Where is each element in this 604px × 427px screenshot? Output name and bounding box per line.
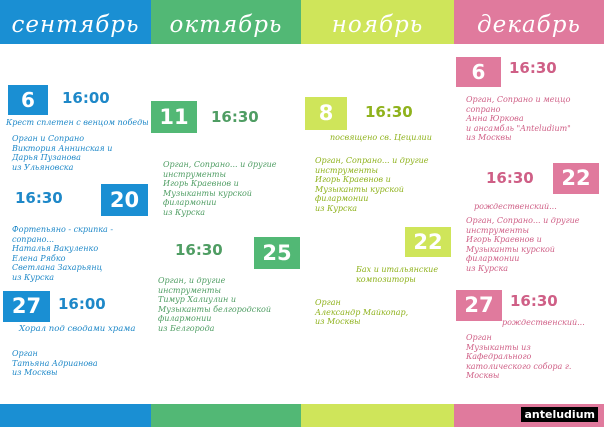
month-september: сентябрь bbox=[11, 12, 140, 38]
header-november bbox=[301, 0, 454, 44]
date-box-nov-8: 8 bbox=[305, 97, 347, 130]
time-sept-20: 16:30 bbox=[15, 189, 63, 207]
footer-september bbox=[0, 404, 151, 427]
footer-october bbox=[151, 404, 301, 427]
title-dec-22: рождественский... bbox=[474, 202, 557, 211]
text-sept-27: Орган Татьяна Адрианова из Москвы bbox=[12, 349, 98, 377]
title-nov-22: Бах и итальянские композиторы bbox=[356, 265, 439, 284]
title-nov-8: посвящено св. Цецилии bbox=[330, 133, 432, 142]
time-oct-11: 16:30 bbox=[211, 108, 259, 126]
anteludium-logo: anteludium bbox=[521, 407, 598, 422]
text-nov-8: Орган, Сопрано... и другие инструменты Игорь Краевнов и Музыканты курской филармонии из Курска bbox=[315, 156, 429, 213]
month-december: декабрь bbox=[477, 12, 581, 38]
time-dec-27: 16:30 bbox=[510, 292, 558, 310]
time-dec-22: 16:30 bbox=[486, 169, 534, 187]
text-nov-22: Орган Александр Майкопар, из Москвы bbox=[315, 298, 409, 326]
text-dec-6: Орган, Сопрано и меццо сопрано Анна Юркова и ансамбль "Anteludium" из Москвы bbox=[466, 95, 571, 142]
month-october: октябрь bbox=[169, 12, 283, 38]
header-september bbox=[0, 0, 151, 44]
text-oct-11: Орган, Сопрано... и другие инструменты Игорь Краевнов и Музыканты курской филармонии из Курска bbox=[163, 160, 277, 217]
header-december bbox=[454, 0, 604, 44]
text-sept-6: Орган и Сопрано Виктория Аннинская и Дарья Пузанова из Ульяновска bbox=[12, 134, 113, 172]
time-sept-27: 16:00 bbox=[58, 295, 106, 313]
title-sept-27: Хорал под сводами храма bbox=[19, 324, 136, 334]
time-dec-6: 16:30 bbox=[509, 59, 557, 77]
month-november: ноябрь bbox=[331, 12, 424, 38]
text-dec-27: Орган Музыканты из Кафедрального католического собора г. Москвы bbox=[466, 333, 572, 380]
date-box-sept-6: 6 bbox=[8, 85, 48, 115]
date-box-dec-6: 6 bbox=[456, 57, 501, 87]
time-sept-6: 16:00 bbox=[62, 89, 110, 107]
date-box-oct-25: 25 bbox=[254, 237, 300, 269]
date-box-nov-22: 22 bbox=[405, 227, 451, 257]
title-sept-6: Крест сплетен с венцом победы bbox=[6, 118, 149, 127]
time-nov-8: 16:30 bbox=[365, 103, 413, 121]
text-dec-22: Орган, Сопрано... и другие инструменты Игорь Краевнов и Музыканты курской филармонии из Курска bbox=[466, 216, 580, 273]
text-sept-20: Фортепьяно - скрипка - сопрано... Наталья Вакуленко Елена Рябко Светлана Захарьянц из Курска bbox=[12, 225, 114, 282]
date-box-sept-27: 27 bbox=[3, 291, 50, 322]
header-october bbox=[151, 0, 301, 44]
time-oct-25: 16:30 bbox=[175, 241, 223, 259]
text-oct-25: Орган, и другие инструменты Тимур Халиулин и Музыканты белгородской филармонии из Белгорода bbox=[158, 276, 271, 333]
title-dec-27: рождественский... bbox=[502, 318, 585, 327]
date-box-dec-27: 27 bbox=[456, 290, 502, 321]
date-box-oct-11: 11 bbox=[151, 101, 197, 133]
footer-november bbox=[301, 404, 454, 427]
date-box-dec-22: 22 bbox=[553, 163, 599, 194]
date-box-sept-20: 20 bbox=[101, 184, 148, 216]
